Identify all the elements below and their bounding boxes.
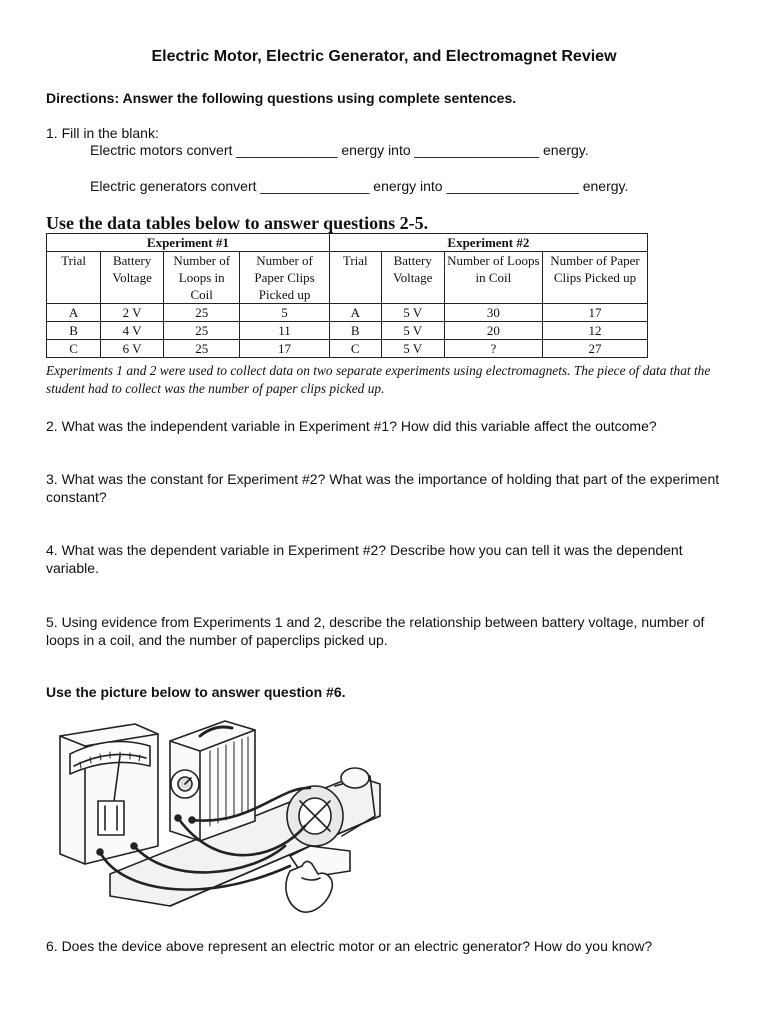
exp1-header-voltage: Battery Voltage [101, 252, 164, 304]
question-1-blank-generator: Electric generators convert ______________ energy into _________________ energy. [90, 178, 629, 194]
table-cell: 5 [240, 304, 329, 322]
table-cell: 4 V [101, 322, 164, 340]
exp2-header-trial: Trial [329, 252, 381, 304]
table-cell: B [47, 322, 101, 340]
table-cell: A [47, 304, 101, 322]
meter-icon [60, 724, 158, 864]
table-row [47, 340, 648, 358]
table-cell: 20 [444, 322, 542, 340]
table-row [47, 322, 648, 340]
question-1-lead: 1. Fill in the blank: [46, 125, 159, 141]
exp2-header-clips: Number of Paper Clips Picked up [543, 252, 648, 304]
page-title: Electric Motor, Electric Generator, and Electromagnet Review [151, 48, 617, 65]
exp1-header-loops: Number of Loops in Coil [164, 252, 240, 304]
table-cell: 5 V [381, 304, 444, 322]
table-cell: A [329, 304, 381, 322]
table-cell: C [329, 340, 381, 358]
table-cell: 2 V [101, 304, 164, 322]
question-4: 4. What was the dependent variable in Experiment #2? Describe how you can tell it was the dependent variable. [46, 542, 683, 576]
table-caption: Experiments 1 and 2 were used to collect data on two separate experiments using electromagnets. The piece of data that the student had to collect was the number of paper clips picked up. [46, 363, 711, 396]
question-2: 2. What was the independent variable in Experiment #1? How did this variable affect the outcome? [46, 418, 657, 434]
question-1-blank-motor: Electric motors convert _____________ energy into ________________ energy. [90, 142, 589, 158]
table-cell: 6 V [101, 340, 164, 358]
experiment1-title: Experiment #1 [47, 234, 330, 252]
exp2-header-loops: Number of Loops in Coil [444, 252, 542, 304]
experiment2-title: Experiment #2 [329, 234, 647, 252]
table-cell: 17 [543, 304, 648, 322]
exp1-header-trial: Trial [47, 252, 101, 304]
picture-heading: Use the picture below to answer question #6. [46, 684, 346, 700]
generator-apparatus-illustration [50, 706, 385, 921]
exp1-header-clips: Number of Paper Clips Picked up [240, 252, 329, 304]
question-3: 3. What was the constant for Experiment #2? What was the importance of holding that part of the experiment constant? [46, 471, 720, 505]
table-cell: 30 [444, 304, 542, 322]
table-row [47, 304, 648, 322]
tables-heading: Use the data tables below to answer questions 2-5. [46, 213, 429, 233]
question-5: 5. Using evidence from Experiments 1 and 2, describe the relationship between battery voltage, number of loops in a coil, and the number of paperclips picked up. [46, 614, 705, 648]
table-cell: B [329, 322, 381, 340]
table-cell: ? [444, 340, 542, 358]
table-cell: 27 [543, 340, 648, 358]
directions: Directions: Answer the following questions using complete sentences. [46, 90, 517, 106]
table-cell: 11 [240, 322, 329, 340]
exp2-header-voltage: Battery Voltage [381, 252, 444, 304]
table-cell: C [47, 340, 101, 358]
table-cell: 25 [164, 304, 240, 322]
question-6: 6. Does the device above represent an electric motor or an electric generator? How do you know? [46, 938, 653, 954]
table-cell: 5 V [381, 340, 444, 358]
table-cell: 12 [543, 322, 648, 340]
table-cell: 25 [164, 322, 240, 340]
table-cell: 17 [240, 340, 329, 358]
experiment-data-table [46, 233, 648, 358]
table-cell: 25 [164, 340, 240, 358]
table-cell: 5 V [381, 322, 444, 340]
